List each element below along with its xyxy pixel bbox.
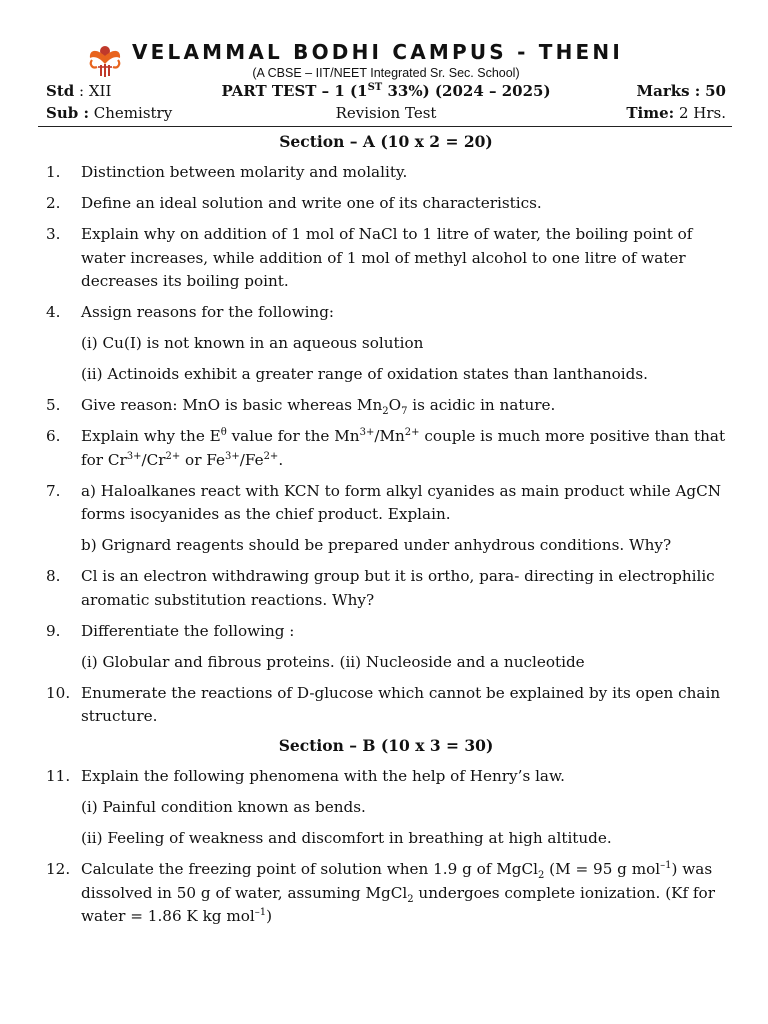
question-number: 7. [46,481,61,500]
question-9 [46,620,726,644]
question-7-part-b: b) Grignard reagents should be prepared under anhydrous conditions. Why? [81,536,672,554]
time-value: 2 Hrs. [678,104,726,122]
subject-value: Chemistry [93,104,173,122]
question-6 [46,425,726,472]
section-b-title: Section – B (10 x 3 = 30) [278,736,494,755]
question-2 [46,192,726,216]
question-1 [46,161,726,185]
question-4-part-i: (i) Cu(I) is not known in an aqueous solution [81,334,424,352]
question-text: a) Haloalkanes react with KCN to form alkyl cyanides as main product while AgCN forms isocyanides as the chief product. Explain. [81,481,722,523]
question-number: 12. [46,860,71,878]
question-11 [46,765,726,789]
question-number: 5. [46,396,61,414]
question-text: Enumerate the reactions of D-glucose which cannot be explained by its open chain structure. [81,683,721,725]
question-text: Calculate the freezing point of solution when 1.9 g of MgCl$_2$ (M = 95 g mol$^{-1}$) was dissolved in 50 g of water, assuming MgCl$_2$ undergoes complete ionization. (Kf for water = 1.86 K kg mol$^{-1}$) [81,859,715,925]
question-9-parts: (i) Globular and fibrous proteins. (ii) Nucleoside and a nucleotide [81,652,585,671]
school-affiliation: (A CBSE – IIT/NEET Integrated Sr. Sec. School) [252,66,520,80]
question-text: Give reason: MnO is basic whereas $Mn_2O_7$ is acidic in nature. [81,396,556,418]
question-text: Cl is an electron withdrawing group but it is ortho, para- directing in electrophilic aromatic substitution reactions. Why? [81,567,715,609]
question-3 [46,223,726,294]
question-4-part-ii: (ii) Actinoids exhibit a greater range of oxidation states than lanthanoids. [81,365,648,383]
time-field [626,104,726,122]
question-12 [46,858,726,929]
question-text: Differentiate the following : [81,621,295,640]
question-number: 3. [46,225,61,243]
section-a-title: Section – A (10 x 2 = 20) [279,132,493,151]
question-7 [46,480,726,527]
question-text: Assign reasons for the following: [81,303,335,321]
std-label: Std [46,82,75,100]
questions-body [46,132,726,936]
question-text: Explain why on addition of 1 mol of NaCl to 1 litre of water, the boiling point of water increases, while addition of 1 mol of methyl alcohol to one litre of water decreases its boiling point. [81,225,693,290]
question-text: Distinction between molarity and molality. [81,163,408,181]
question-text: Explain the following phenomena with the help of Henry’s law. [81,767,566,785]
subject-label: Sub : [46,104,89,122]
time-label: Time: [626,104,675,122]
question-5 [46,394,726,418]
question-8 [46,565,726,612]
std-value: : XII [79,82,112,100]
question-text: Define an ideal solution and write one of its characteristics. [81,194,542,212]
question-number: 11. [46,767,71,785]
school-name: VELAMMAL BODHI CAMPUS - THENI [132,40,623,64]
question-number: 9. [46,621,61,640]
question-11-part-ii: (ii) Feeling of weakness and discomfort in breathing at high altitude. [81,829,612,847]
question-text: Explain why the $E^\theta$ value for the $Mn^{3+}/Mn^{2+}$ couple is much more positive than that for $Cr^{3+}/Cr^{2+}$ or $Fe^{3+}/Fe^{2+}$. [81,426,726,469]
question-number: 8. [46,567,61,585]
test-type: Revision Test [335,104,437,122]
test-title: PART TEST – 1 (1ST 33%) (2024 – 2025) [221,82,551,100]
marks-value: 50 [705,82,726,100]
question-number: 4. [46,303,61,321]
question-number: 10. [46,683,71,702]
marks-field [637,82,726,100]
question-number: 1. [46,163,61,181]
question-number: 2. [46,194,61,212]
header-divider [38,126,732,127]
paper-header [40,38,732,128]
question-number: 6. [46,427,61,445]
marks-label: Marks : [636,82,701,100]
question-10 [46,682,726,729]
question-11-part-i: (i) Painful condition known as bends. [81,798,366,816]
question-4 [46,301,726,325]
